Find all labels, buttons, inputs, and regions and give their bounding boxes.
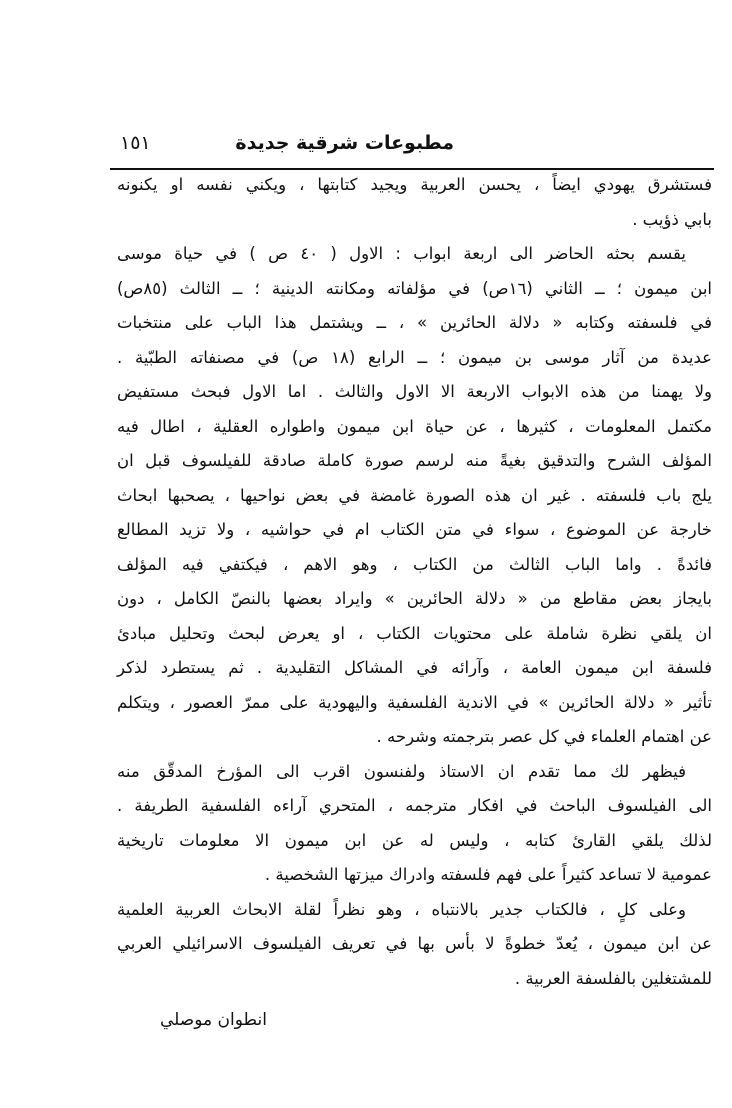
running-header [112,132,712,162]
text-line: يقسم بحثه الحاضر الى اربعة ابواب : الاول ( ٤٠ ص ) في حياة موسى [117,244,686,263]
text-line: للمشتغلين بالفلسفة العربية . [514,968,712,988]
paragraph [117,237,712,375]
text-line: خارجة عن الموضوع ، سواء في متن الكتاب ام في حواشيه ، ولا تزيد المطالع [117,520,712,539]
page-number: ١٥١ [120,132,151,154]
text-line: بابي ذؤيب . [632,209,712,229]
text-line: ابن ميمون ؛ ــ الثاني (١٦ص) في مؤلفاته ومكانته الدينية ؛ ــ الثالث (٨٥ص) [117,278,712,298]
text-line: ان يلقي نظرة شاملة على محتويات الكتاب ، او يعرض لبحث وتحليل مبادئ [117,623,712,643]
text-line: بايجاز بعض مقاطع من « دلالة الحائرين » وايراد بعضها بالنصّ الكامل ، دون [117,589,712,608]
article-body [117,168,712,996]
text-line: عن اهتمام العلماء في كل عصر بترجمته وشرحه . [376,727,712,746]
text-line: عمومية لا تساعد كثيراً على فهم فلسفته وادراك ميزتها الشخصية . [264,865,712,884]
text-line: عن ابن ميمون ، يُعدّ خطوةً لا بأس بها في تعريف الفيلسوف الاسرائيلي العربي [117,934,712,953]
paragraph [117,375,712,755]
author-signature: انطوان موصلي [160,1010,267,1030]
text-line: مكتمل المعلومات ، كثيرها ، عن حياة ابن ميمون واطواره العقلية ، اطال فيه [117,416,712,436]
text-line: فيظهر لك مما تقدم ان الاستاذ ولفنسون اقرب الى المؤرخ المدقّق منه [117,761,686,781]
text-line: فائدةً . واما الباب الثالث من الكتاب ، وهو الاهم ، فيكتفي فيه المؤلف [117,554,712,574]
text-line: ولا يهمنا من هذه الابواب الاربعة الا الاول والثالث . اما الاول فبحث مستفيض [117,382,712,401]
text-line: وعلى كلٍ ، فالكتاب جدير بالانتباه ، وهو نظراً لقلة الابحاث العربية العلمية [117,899,686,919]
text-line: فلسفة ابن ميمون العامة ، وآرائه في المشاكل التقليدية . ثم يستطرد لذكر [117,658,712,677]
text-line: الى الفيلسوف الباحث في افكار مترجمه ، المتحري آراءه الفلسفية الطريفة . [117,796,712,815]
paragraph [117,893,712,997]
text-line: تأثير « دلالة الحائرين » في الاندية الفلسفية واليهودية على ممرّ العصور ، ويتكلم [117,692,712,712]
text-line: عديدة من آثار موسى بن ميمون ؛ ــ الرابع (١٨ ص) في مصنفاته الطبّية . [117,347,712,367]
running-title: مطبوعات شرقية جديدة [235,132,454,154]
paragraph [117,755,712,893]
text-line: المؤلف الشرح والتدقيق بغيةً منه لرسم صورة كاملة صادقة للفيلسوف قبل ان [117,451,712,470]
text-line: لذلك يلقي القارئ كتابه ، وليس له عن ابن ميمون الا معلومات تاريخية [117,830,712,850]
paragraph [117,168,712,237]
text-line: في فلسفته وكتابه « دلالة الحائرين » ، ــ ويشتمل هذا الباب على منتخبات [117,313,712,332]
text-line: يلج باب فلسفته . غير ان هذه الصورة غامضة في بعض نواحيها ، يصحبها ابحاث [117,485,712,505]
text-line: فستشرق يهودي ايضاً ، يحسن العربية ويجيد كتابتها ، ويكني نفسه او يكنونه [117,175,712,194]
